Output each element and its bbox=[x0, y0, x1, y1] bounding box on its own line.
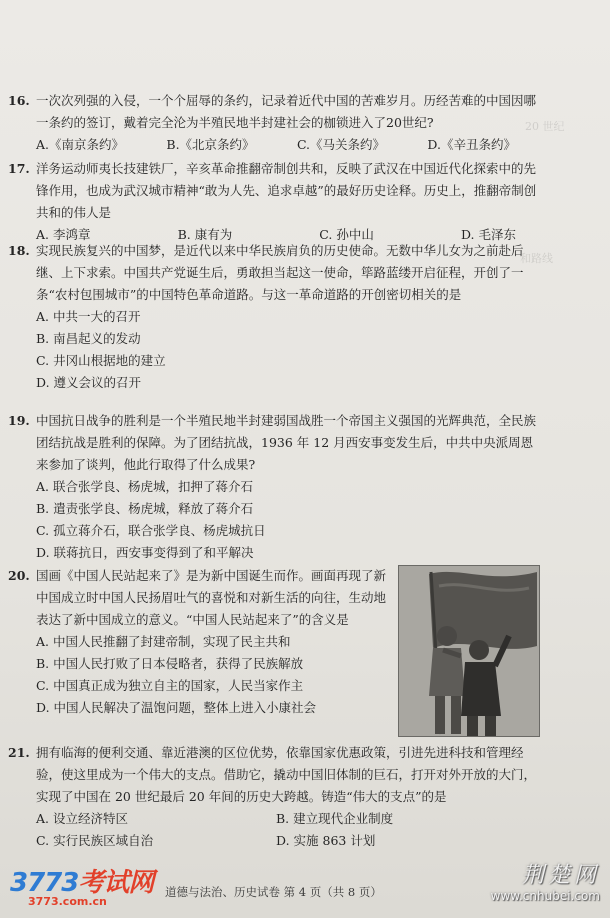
watermark-name: 荆楚网 bbox=[521, 863, 600, 888]
option-c[interactable]: C. 实行民族区域自治 bbox=[36, 833, 154, 848]
question-number: 17. bbox=[8, 161, 30, 176]
question-21 bbox=[8, 742, 538, 852]
logo-name: 考试网 bbox=[78, 868, 154, 898]
option-c[interactable]: C.《马关条约》 bbox=[296, 137, 386, 152]
question-stem: 拥有临海的便利交通、靠近港澳的区位优势，依靠国家优惠政策，引进先进科技和管理经验，使这里成为一个伟大的支点。借助它，撬动中国旧体制的巨石，打开对外开放的大门，实现了中国在 20 世纪最后 20 年间的历史大跨越。铸造“伟大的支点”的是 bbox=[36, 745, 537, 804]
options-column bbox=[36, 306, 538, 394]
question-number: 21. bbox=[8, 745, 30, 760]
question-19 bbox=[8, 410, 538, 564]
option-b[interactable]: B. 建立现代企业制度 bbox=[276, 811, 394, 826]
option-a[interactable]: A. 中共一大的召开 bbox=[36, 309, 141, 324]
question-stem: 洋务运动师夷长技建铁厂，辛亥革命推翻帝制创共和，反映了武汉在中国近代化探索中的先锋作用，也成为武汉城市精神“敢为人先、追求卓越”的最好历史诠释。历史上，推翻帝制创共和的伟人是 bbox=[36, 161, 537, 220]
bleed-through-text: 和路线 bbox=[520, 252, 553, 265]
option-a[interactable]: A. 李鸿章 bbox=[36, 227, 91, 242]
question-stem: 中国抗日战争的胜利是一个半殖民地半封建弱国战胜一个帝国主义强国的光辉典范，全民族团结抗战是胜利的保障。为了团结抗战，1936 年 12 月西安事变发生后，中共中央派周恩来参加了谈判，他此行取得了什么成果? bbox=[36, 413, 537, 472]
question-18 bbox=[8, 240, 538, 394]
logo-number: 3773 bbox=[10, 868, 79, 898]
site-logo[interactable] bbox=[10, 862, 153, 908]
option-d[interactable]: D. 联蒋抗日，西安事变得到了和平解决 bbox=[36, 545, 254, 560]
options-grid bbox=[36, 808, 538, 852]
option-d[interactable]: D. 毛泽东 bbox=[460, 227, 516, 242]
question-number: 19. bbox=[8, 413, 30, 428]
option-c[interactable]: C. 中国真正成为独立自主的国家，人民当家作主 bbox=[36, 678, 304, 693]
option-b[interactable]: B. 中国人民打败了日本侵略者，获得了民族解放 bbox=[36, 656, 304, 671]
option-a[interactable]: A. 设立经济特区 bbox=[36, 811, 128, 826]
page-footer: 道德与法治、历史试卷 第 4 页（共 8 页） bbox=[165, 885, 382, 899]
question-number: 20. bbox=[8, 568, 30, 583]
bleed-through-text: 20 世纪 bbox=[525, 120, 565, 133]
option-c[interactable]: C. 孙中山 bbox=[319, 227, 374, 242]
options-column bbox=[36, 476, 538, 564]
option-d[interactable]: D.《辛丑条约》 bbox=[427, 137, 516, 152]
watermark bbox=[491, 858, 600, 903]
option-a[interactable]: A. 联合张学良、杨虎城，扣押了蒋介石 bbox=[36, 479, 253, 494]
option-d[interactable]: D. 实施 863 计划 bbox=[276, 833, 376, 848]
question-stem: 国画《中国人民站起来了》是为新中国诞生而作。画面再现了新中国成立时中国人民扬眉吐气的喜悦和对新生活的向往，生动地表达了新中国成立的意义。“中国人民站起来了”的含义是 bbox=[36, 568, 387, 627]
question-16 bbox=[8, 90, 538, 156]
question-20 bbox=[8, 565, 393, 719]
watermark-url: www.cnhubei.com bbox=[490, 889, 600, 903]
painting-illustration bbox=[398, 565, 540, 737]
logo-wordmark bbox=[10, 868, 153, 898]
question-number: 18. bbox=[8, 243, 30, 258]
question-stem: 一次次列强的入侵，一个个屈辱的条约，记录着近代中国的苦难岁月。历经苦难的中国因哪一条约的签订，戴着完全沦为半殖民地半封建社会的枷锁进入了20世纪? bbox=[36, 93, 537, 130]
option-d[interactable]: D. 遵义会议的召开 bbox=[36, 375, 142, 390]
options-row bbox=[36, 134, 516, 156]
question-number: 16. bbox=[8, 93, 30, 108]
option-b[interactable]: B.《北京条约》 bbox=[166, 137, 255, 152]
option-b[interactable]: B. 康有为 bbox=[177, 227, 233, 242]
option-c[interactable]: C. 孤立蒋介石，联合张学良、杨虎城抗日 bbox=[36, 523, 266, 538]
question-stem: 实现民族复兴的中国梦，是近代以来中华民族肩负的历史使命。无数中华儿女为之前赴后继、上下求索。中国共产党诞生后，勇敢担当起这一使命，筚路蓝缕开启征程，开创了一条“农村包围城市”的中国特色革命道路。与这一革命道路的开创密切相关的是 bbox=[36, 243, 524, 302]
option-d[interactable]: D. 中国人民解决了温饱问题，整体上进入小康社会 bbox=[36, 700, 317, 715]
options-column bbox=[36, 631, 393, 719]
option-a[interactable]: A. 中国人民推翻了封建帝制，实现了民主共和 bbox=[36, 634, 291, 649]
flag-figures-image bbox=[399, 566, 539, 736]
option-a[interactable]: A.《南京条约》 bbox=[36, 137, 125, 152]
option-b[interactable]: B. 遣责张学良、杨虎城，释放了蒋介石 bbox=[36, 501, 254, 516]
question-17 bbox=[8, 158, 538, 246]
logo-url: 3773.com.cn bbox=[28, 895, 107, 908]
option-c[interactable]: C. 井冈山根据地的建立 bbox=[36, 353, 166, 368]
option-b[interactable]: B. 南昌起义的发动 bbox=[36, 331, 141, 346]
